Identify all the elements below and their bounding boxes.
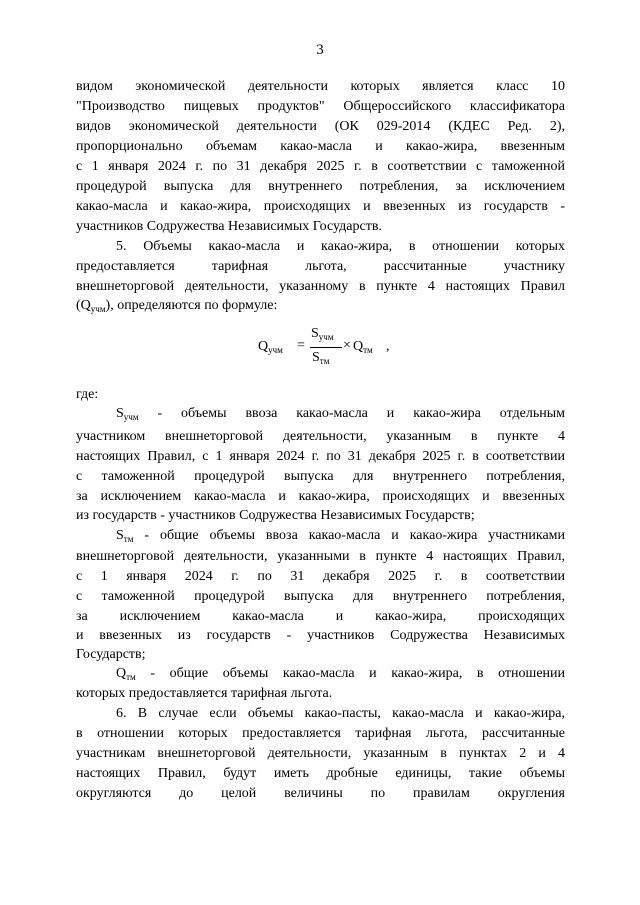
subscript-uchm: учм [90, 304, 106, 314]
text-line: с таможенной процедурой выпуска для внутреннего потребления, [76, 589, 565, 604]
page-number: 3 [316, 42, 324, 58]
text-line: "Производство пищевых продуктов" Общероссийского классификатора [76, 99, 565, 114]
text-line: внешнеторговой деятельности, указанными в пункте 4 настоящих Правил, [76, 549, 565, 564]
subscript-uchm: учм [123, 412, 139, 422]
text-line: внешнеторговой деятельности, указанному в пункте 4 настоящих Правил [76, 279, 565, 294]
text-line: процедурой выпуска для внутреннего потребления, за исключением [76, 179, 565, 194]
text-line: за исключением какао-масла и какао-жира, происходящих и ввезенных [76, 489, 565, 504]
text-line: какао-масла и какао-жира, происходящих и ввезенных из государств - [76, 199, 565, 214]
text-line: предоставляется тарифная льгота, рассчитанные участнику [76, 259, 565, 274]
text-line: с 1 января 2024 г. по 31 декабря 2025 г. в соответствии [76, 569, 565, 584]
formula-comma: , [386, 339, 390, 354]
text-line: настоящих Правил, с 1 января 2024 г. по 31 декабря 2025 г. в соответствии [76, 449, 565, 464]
paragraph-6-start: 6. В случае если объемы какао-пасты, какао-масла и какао-жира, [116, 706, 565, 721]
def-q-tm-text: - общие объемы какао-масла и какао-жира, в отношении [150, 666, 566, 681]
formula-numerator: $S_{учм}$ [311, 326, 334, 342]
text-line [76, 297, 565, 314]
def-q-tm [116, 665, 565, 682]
text-line: видом экономической деятельности которых является класс 10 [76, 79, 565, 94]
text-line: и ввезенных из государств - участников Содружества Независимых [76, 628, 565, 643]
where-label: где: [76, 387, 99, 402]
text-line: участником внешнеторговой деятельности, указанным в пункте 4 [76, 429, 565, 444]
formula-intro: ), определяются по формуле: [105, 298, 278, 313]
formula-lhs: $Q_{учм}$ [258, 339, 283, 355]
fraction-bar [310, 347, 342, 348]
def-s-tm [116, 527, 565, 544]
open-paren: ( [76, 298, 81, 313]
text-line: за исключением какао-масла и какао-жира, происходящих [76, 609, 565, 624]
def-s-tm-text: - общие объемы ввоза какао-масла и какао-жира участниками [144, 528, 566, 543]
subscript-tm: тм [123, 534, 134, 544]
text-line: пропорционально объемам какао-масла и какао-жира, ввезенным [76, 139, 565, 154]
text-line: округляются до целой величины по правилам округления [76, 786, 565, 801]
text-line: в отношении которых предоставляется тарифная льгота, рассчитанные [76, 726, 565, 741]
formula [258, 322, 398, 372]
formula-times: × [343, 338, 351, 353]
text-line: с таможенной процедурой выпуска для внутреннего потребления, [76, 469, 565, 484]
text-line: из государств - участников Содружества Независимых Государств; [76, 508, 475, 523]
text-line: видов экономической деятельности (ОК 029-2014 (КДЕС Ред. 2), [76, 119, 565, 134]
formula-equals: = [297, 338, 305, 353]
text-line: которых предоставляется тарифная льгота. [76, 686, 333, 701]
symbol-s: S [116, 406, 124, 421]
text-line: Государств; [76, 647, 146, 662]
paragraph-5-start: 5. Объемы какао-масла и какао-жира, в отношении которых [116, 239, 565, 254]
subscript-tm: тм [126, 672, 136, 682]
text-line: с 1 января 2024 г. по 31 декабря 2025 г. в соответствии с таможенной [76, 159, 565, 174]
symbol-s: S [116, 528, 124, 543]
formula-denominator: $S_{тм}$ [312, 350, 330, 366]
symbol-q: Q [116, 666, 127, 681]
text-line: участникам внешнеторговой деятельности, указанным в пунктах 2 и 4 [76, 746, 565, 761]
text-line: участников Содружества Независимых Государств. [76, 219, 382, 234]
def-s-uchm [116, 405, 565, 422]
def-s-uchm-text: - объемы ввоза какао-масла и какао-жира отдельным [157, 406, 565, 421]
text-line: настоящих Правил, будут иметь дробные единицы, такие объемы [76, 766, 565, 781]
formula-qtm: $Q_{тм}$ [353, 339, 373, 355]
symbol-q: Q [80, 298, 91, 313]
